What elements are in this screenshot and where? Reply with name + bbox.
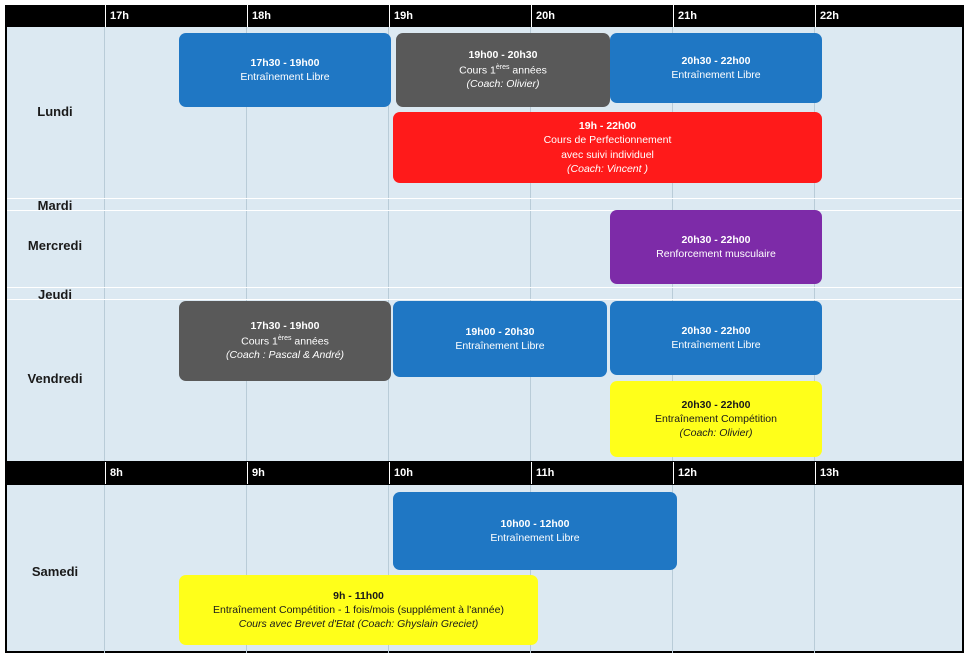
evening-hour-18h: 18h bbox=[247, 5, 389, 27]
event-coach: (Coach : Pascal & André) bbox=[225, 349, 345, 362]
event-description: Entraînement Libre bbox=[671, 69, 761, 81]
event-time: 19h - 22h00 bbox=[578, 120, 637, 133]
event-coach: (Coach: Vincent ) bbox=[567, 162, 648, 175]
event-description: Cours 1ères années bbox=[241, 334, 329, 348]
morning-hour-8h: 8h bbox=[105, 462, 247, 484]
evening-hour-17h: 17h bbox=[105, 5, 247, 27]
event-block[interactable] bbox=[610, 381, 822, 457]
evening-hour-20h: 20h bbox=[531, 5, 673, 27]
row-separator-jeudi bbox=[7, 299, 962, 300]
day-label-vendredi: Vendredi bbox=[27, 371, 83, 386]
morning-hour-11h: 11h bbox=[531, 462, 673, 484]
morning-hour-12h: 12h bbox=[673, 462, 815, 484]
morning-hour-13h: 13h bbox=[815, 462, 964, 484]
event-description: Cours de Perfectionnement bbox=[543, 134, 672, 147]
event-description: Cours 1ères années bbox=[459, 63, 547, 77]
day-label-jeudi: Jeudi bbox=[38, 287, 72, 302]
gridline-v-13h bbox=[814, 485, 815, 653]
event-block[interactable] bbox=[610, 33, 822, 103]
event-time: 19h00 - 20h30 bbox=[468, 49, 538, 62]
event-time: 17h30 - 19h00 bbox=[250, 320, 320, 333]
day-label-lundi: Lundi bbox=[37, 104, 73, 119]
event-time: 10h00 - 12h00 bbox=[500, 517, 570, 530]
row-separator-lundi bbox=[7, 198, 962, 199]
row-separator-mercredi bbox=[7, 287, 962, 288]
event-time: 20h30 - 22h00 bbox=[681, 398, 751, 411]
morning-hour-9h: 9h bbox=[247, 462, 389, 484]
event-coach: (Coach: Olivier) bbox=[679, 427, 753, 440]
event-block[interactable] bbox=[179, 33, 391, 107]
event-block[interactable] bbox=[179, 301, 391, 381]
event-coach: (Coach: Olivier) bbox=[466, 78, 540, 91]
event-block[interactable] bbox=[610, 210, 822, 284]
event-block[interactable] bbox=[393, 492, 677, 570]
day-label-mardi: Mardi bbox=[37, 198, 73, 213]
event-description: Renforcement musculaire bbox=[656, 248, 776, 260]
day-label-samedi: Samedi bbox=[31, 564, 79, 579]
evening-hour-19h: 19h bbox=[389, 5, 531, 27]
event-time: 17h30 - 19h00 bbox=[250, 56, 320, 69]
event-description: Entraînement Libre bbox=[455, 340, 545, 352]
morning-hour-10h: 10h bbox=[389, 462, 531, 484]
event-coach: Cours avec Brevet d'Etat (Coach: Ghyslain Greciet) bbox=[238, 618, 479, 631]
evening-hour-22h: 22h bbox=[815, 5, 964, 27]
event-time: 20h30 - 22h00 bbox=[681, 233, 751, 246]
event-time: 19h00 - 20h30 bbox=[465, 325, 535, 338]
event-block[interactable] bbox=[179, 575, 538, 645]
event-description: Entraînement Libre bbox=[671, 339, 761, 351]
event-description-2: avec suivi individuel bbox=[561, 148, 654, 161]
event-description: Entraînement Compétition - 1 fois/mois (supplément à l'année) bbox=[213, 603, 504, 616]
event-description: Entraînement Compétition bbox=[655, 412, 777, 425]
gridline-v-17h bbox=[104, 27, 105, 461]
event-description: Entraînement Libre bbox=[240, 71, 330, 83]
evening-hour-21h: 21h bbox=[673, 5, 815, 27]
event-block[interactable] bbox=[393, 301, 607, 377]
gridline-v-8h bbox=[104, 485, 105, 653]
event-description: Entraînement Libre bbox=[490, 532, 580, 544]
event-time: 20h30 - 22h00 bbox=[681, 324, 751, 337]
event-time: 20h30 - 22h00 bbox=[681, 54, 751, 67]
event-block[interactable] bbox=[610, 301, 822, 375]
event-block[interactable] bbox=[396, 33, 610, 107]
event-time: 9h - 11h00 bbox=[333, 589, 384, 602]
event-block[interactable] bbox=[393, 112, 822, 183]
day-label-mercredi: Mercredi bbox=[27, 238, 83, 253]
